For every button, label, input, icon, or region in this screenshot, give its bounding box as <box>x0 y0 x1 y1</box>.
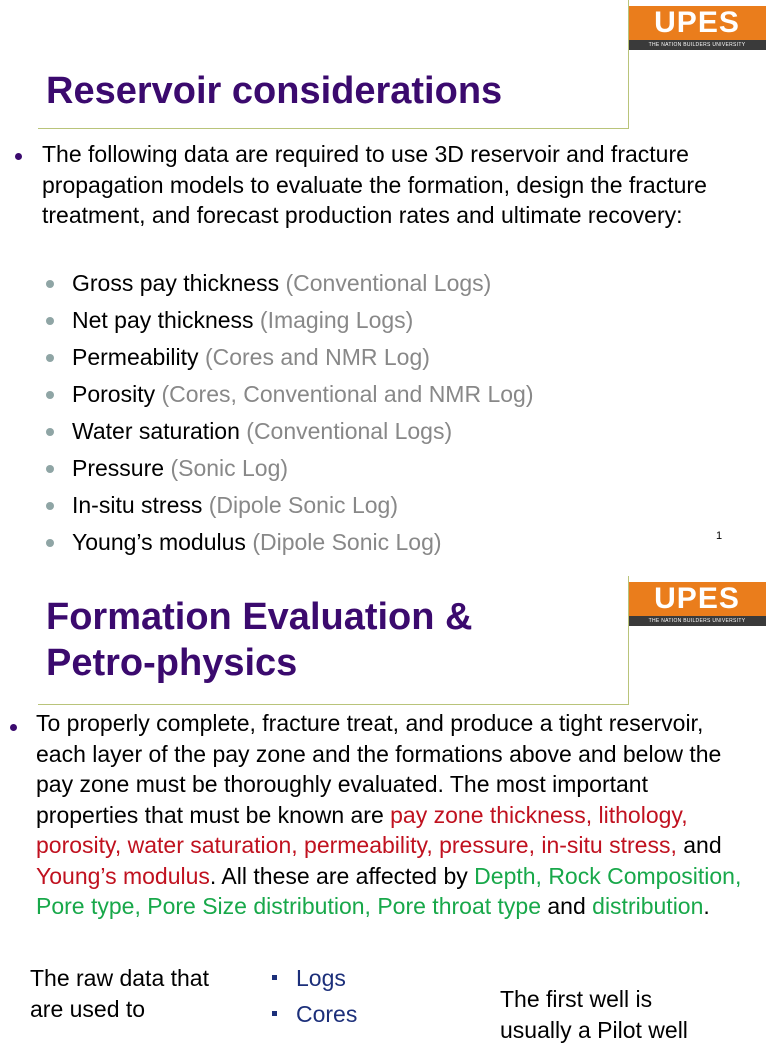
logo-tagline: THE NATION BUILDERS UNIVERSITY <box>628 40 766 50</box>
item-source: (Conventional Logs) <box>285 270 492 296</box>
item-source: (Cores, Conventional and NMR Log) <box>161 381 534 407</box>
list-item <box>46 487 534 524</box>
influencing-factors: Depth, Rock Composition, Pore type, Pore Size distribution, Pore throat type <box>36 862 742 919</box>
list-item <box>270 996 357 1032</box>
data-requirements-list <box>46 265 534 561</box>
item-source: (Dipole Sonic Log) <box>252 529 442 555</box>
bullet-dot <box>46 502 54 510</box>
item-label: Cores <box>296 1001 358 1027</box>
item-source: (Dipole Sonic Log) <box>208 492 398 518</box>
influencing-factor-distribution: distribution <box>592 893 704 919</box>
item-source: (Conventional Logs) <box>246 418 453 444</box>
list-item <box>46 450 534 487</box>
item-source: (Sonic Log) <box>170 455 289 481</box>
bullet-dot <box>46 539 54 547</box>
item-label: Young’s modulus <box>72 529 246 555</box>
title-line-2: Petro-physics <box>46 642 298 684</box>
item-label: Logs <box>296 965 346 991</box>
item-label: Porosity <box>72 381 156 407</box>
logo-wordmark: UPES <box>628 6 766 40</box>
upes-logo <box>628 582 766 626</box>
slide-1-title: Reservoir considerations <box>46 70 503 112</box>
upes-logo <box>628 6 766 50</box>
list-item <box>46 524 534 561</box>
para-text-3: . All these are affected by <box>209 862 475 889</box>
bullet-dot <box>46 280 54 288</box>
item-label: Pressure <box>72 455 165 481</box>
intro-paragraph: The following data are required to use 3D reservoir and fracture propagation models to evaluate the formation, design the fracture treatment, and forecast production rates and ultimate recovery: <box>42 141 707 228</box>
item-label: Water saturation <box>72 418 240 444</box>
logo-wordmark: UPES <box>628 582 766 616</box>
slide-2 <box>0 576 768 1043</box>
para-text-1: To properly complete, fracture treat, and produce a tight reservoir, each layer of the pay zone and the formations above and below the pay zone must be thoroughly evaluated. The most important properties that must be known are <box>36 710 722 828</box>
list-item <box>46 339 534 376</box>
square-bullet <box>272 975 277 980</box>
key-properties: pay zone thickness, lithology, porosity, water saturation, permeability, pressure, in-situ stress, <box>36 801 688 858</box>
item-label: Permeability <box>72 344 199 370</box>
bullet-dot <box>46 465 54 473</box>
para-text-5: . <box>703 893 710 919</box>
item-label: Gross pay thickness <box>72 270 280 296</box>
para-text-4: and <box>541 893 593 919</box>
item-label: Net pay thickness <box>72 307 254 333</box>
slide-2-title <box>46 594 472 686</box>
raw-data-list <box>270 960 357 1032</box>
title-line-1: Formation Evaluation & <box>46 596 473 638</box>
item-label: In-situ stress <box>72 492 203 518</box>
item-source: (Imaging Logs) <box>259 307 414 333</box>
page-number: 1 <box>716 530 723 542</box>
list-item <box>46 376 534 413</box>
list-item <box>46 302 534 339</box>
pilot-well-text: The first well is usually a Pilot well <box>500 986 688 1043</box>
key-property-youngs-modulus: Young’s modulus <box>36 862 210 889</box>
raw-data-text: The raw data that are used to <box>30 965 209 1022</box>
bullet-dot <box>10 724 17 731</box>
list-item <box>270 960 357 996</box>
bullet-dot <box>46 391 54 399</box>
evaluation-paragraph <box>36 708 756 922</box>
logo-tagline: THE NATION BUILDERS UNIVERSITY <box>628 616 766 626</box>
list-item <box>46 265 534 302</box>
bullet-dot <box>46 428 54 436</box>
bullet-dot <box>15 153 22 160</box>
para-text-2: and <box>676 832 722 858</box>
list-item <box>46 413 534 450</box>
bullet-dot <box>46 317 54 325</box>
bullet-dot <box>46 354 54 362</box>
square-bullet <box>272 1011 277 1016</box>
item-source: (Cores and NMR Log) <box>204 344 430 370</box>
